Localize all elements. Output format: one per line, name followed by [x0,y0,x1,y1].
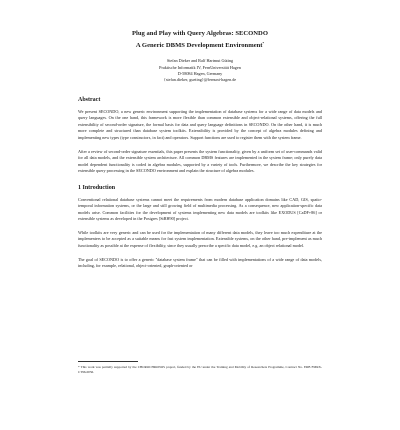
intro-paragraph: The goal of SECONDO is to offer a generic "database system frame" that can be filled with implementations of a wide range of data models, including, for example, relational, object-oriented, graph-oriented or [78,256,322,269]
intro-paragraph: Conventional relational database systems cannot meet the requirements from modern database application domains like CAD, GIS, spatio-temporal information systems, or the large and still growing field of multimedia processing. As a consequence, new application-specific data models arise. Common facilities for the development of systems implementing new data models are toolkits like EXODUS [CaDF+86] or extensible systems as developed in the Postgres [StRH90] project. [78,196,322,222]
abstract-paragraph: We present SECONDO, a new generic environment supporting the implementation of database systems for a wide range of data models and query languages. On the one hand, this framework is more flexible than common extensible and object-relational systems, offering the full extensibility of second-order signature, the formal basis for data and query language definitions in SECONDO. On the other hand, it is much more complete and structured than database system toolkits. Extensibility is provided by the concept of algebra modules defining and implementing new types (type constructors, in fact) and operators. Support functions are used to register them with the system frame. [78,108,322,140]
intro-paragraph: While toolkits are very generic and can be used for the implementation of many different data models, they leave too much expenditure at the implementers to be accepted as a suitable means for fast system implementation. Extensible systems, on the other hand, pre-implement as much functionality as possible at the expense of flexibility, since they usually prescribe a specific data model, e.g. an object relational model. [78,229,322,249]
abstract-heading: Abstract [78,96,101,103]
author-affiliation: Praktische Informatik IV, FernUniversität Hagen [159,64,241,70]
introduction-heading: 1 Introduction [78,184,116,191]
author-address: D-58084 Hagen, Germany [177,71,223,76]
author-block [78,58,322,84]
author-names: Stefan Dieker and Ralf Hartmut Güting [166,58,234,64]
paper-title-line2 [78,39,322,51]
paper-title-line2-text: A Generic DBMS Development Environment [135,41,263,49]
footnote: * This work was partially supported by the CHOROCHRONOS project, funded by the EU under the Training and Mobility of Researchers Programme, Contract No. ERB FMRX-CT96-0056. [78,365,322,374]
abstract-paragraph: After a review of second-order signature essentials, this paper presents the system functionality, given by a uniform set of user-commands valid for all data models, and the extensible system architecture. All common DBMS features are implemented in the system frame; only purely data model dependent functionality is coded in algebra modules, supported by a variety of tools. Furthermore, we describe the key strategies for extensible query processing in the SECONDO environment and explain the structure of algebra modules. [78,148,322,174]
paper-title-line1: Plug and Play with Query Algebras: SECONDO [132,30,268,37]
author-emails: {stefan.dieker, gueting}@fernuni-hagen.de [163,77,237,83]
footnote-divider [78,361,138,362]
title-footnote-mark: * [262,40,265,45]
